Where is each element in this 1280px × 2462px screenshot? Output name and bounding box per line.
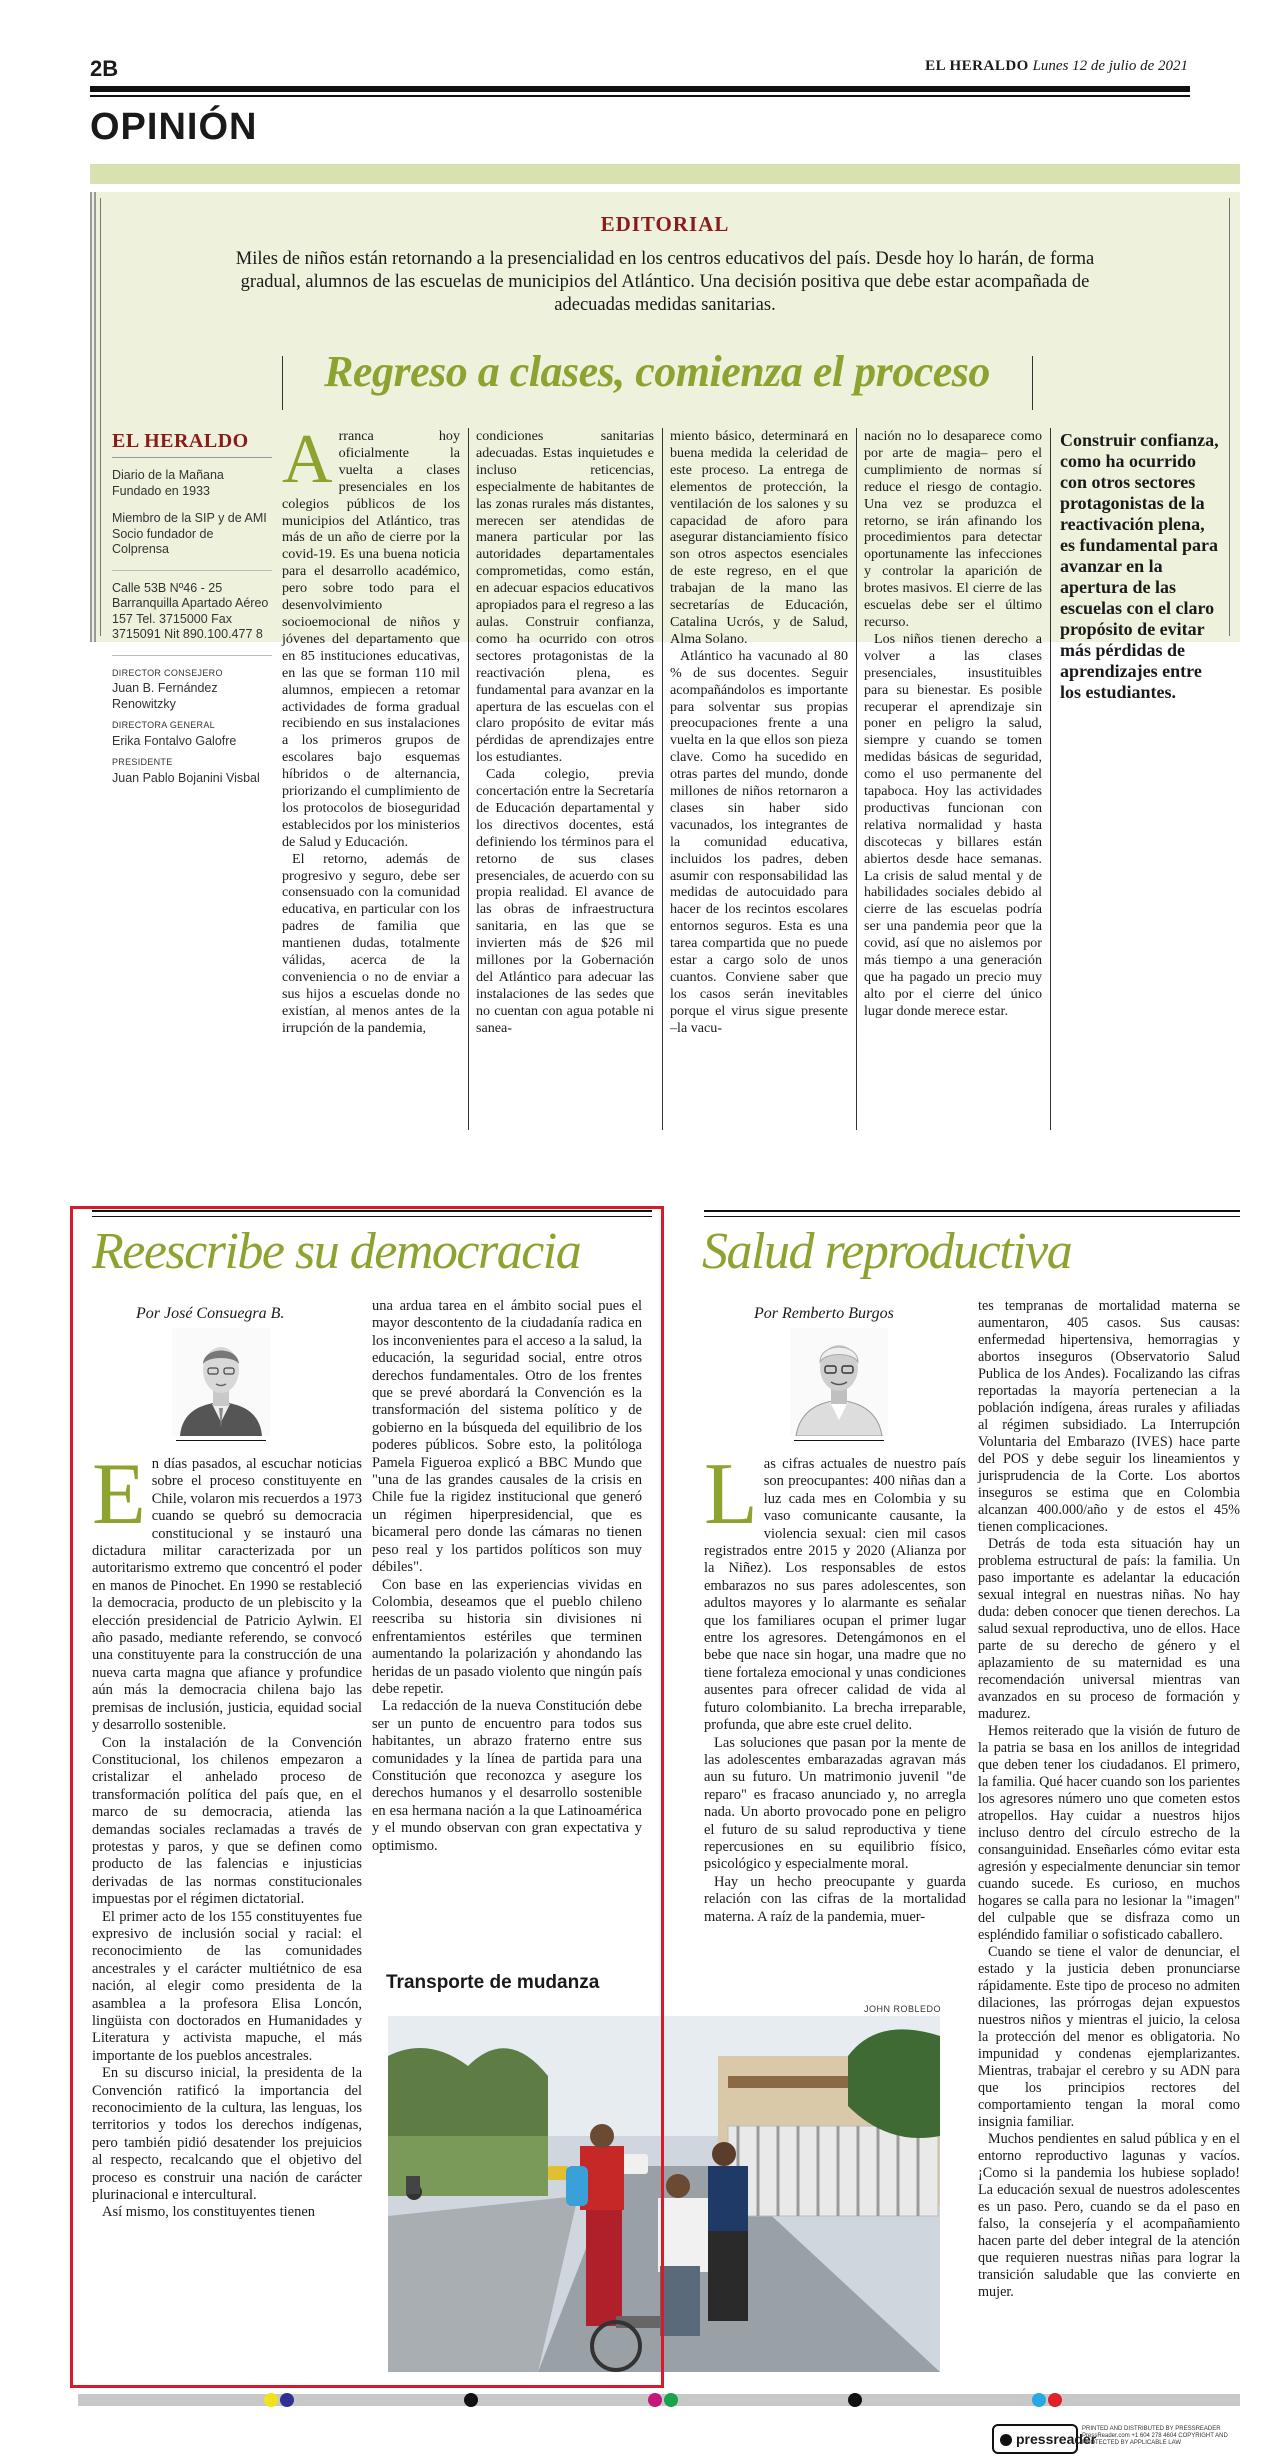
paragraph: as cifras actuales de nuestro país son preocupantes: 400 niñas dan a luz cada mes en Colombia y su vaso comunicante causante, la violencia sexual: cien mil casos registrados entre 2015 y 2020 (Alianza por la Niñez). Los responsables de estos embarazos no sus pares adolescentes, son adultos mayores y lo alarmante es señalar que los familiares ocupan el primer lugar entre los agresores. Detengámonos en el bebe que nace sin hogar, una madre que no tiene fortaleza emocional y unas condiciones ausentes para ofrecer calidad de vida al futuro colombianito. La brecha irreparable, profunda, que abre este cruel delito. bbox=[704, 1456, 966, 1734]
masthead-member: Miembro de la SIP y de AMI Socio fundador de Colprensa bbox=[112, 511, 267, 556]
editorial-deck: Miles de niños están retornando a la presencialidad en los centros educativos del país. Desde hoy lo harán, de forma gradual, alumnos de las escuelas de municipios del Atlántico. Una decisión positiva que debe estar acompañada de adecuadas medidas sanitarias. bbox=[235, 249, 1095, 315]
story-rule-thin bbox=[704, 1216, 1240, 1217]
registration-dot bbox=[280, 2393, 294, 2407]
left-story-headline: Reescribe su democracia bbox=[92, 1223, 581, 1280]
manager-label: DIRECTORA GENERAL bbox=[112, 720, 215, 730]
paragraph: Atlántico ha vacunado al 80 % de sus docentes. Seguir acompañándolos es importante para solventar sus propias preocupaciones frente a una vuelta en la que ellos son pieza clave. Como ha sucedido en otras partes del mundo, donde millones de niños retornaron a clases sin haber sido vacunados, los integrantes de la comunidad educativa, incluidos los padres, deben asumir con responsabilidad las medidas de autocuidado para hacer de los recintos escolares entornos seguros. Esta es una tarea compartida que no puede estar a cargo solo de unos cuantos. Conviene saber que los casos serán inevitables porque el virus sigue presente –la vacu- bbox=[670, 647, 848, 1036]
masthead-divider bbox=[112, 570, 272, 571]
column-rule bbox=[468, 428, 469, 1130]
dropcap: L bbox=[704, 1446, 758, 1543]
president-name: Juan Pablo Bojanini Visbal bbox=[112, 770, 260, 785]
registration-dot bbox=[264, 2393, 278, 2407]
page-number: 2B bbox=[90, 56, 119, 81]
paragraph: Hay un hecho preocupante y guarda relación con las cifras de la mortalidad materna. A raíz de la pandemia, muer- bbox=[704, 1873, 966, 1925]
paragraph: Detrás de toda esta situación hay un problema estructural de país: la familia. Un paso importante es adelantar la educación sexual integral en nuestras niñas. No hay duda: deben conocer que tienen derechos. La salud sexual reproductiva, uno de ellos. Hace parte de su derecho de género y el aplazamiento de su maternidad es una recomendación universal mientras van avanzados en su proceso de formación y madurez. bbox=[978, 1536, 1240, 1722]
paragraph: Con la instalación de la Convención Constitucional, los chilenos empezaron a cristalizar el anhelado proceso de transformación política del país que, en el marco de su democracia, atienda las demandas sociales reclamadas a través de protestas y paros, y que se definen como producto de las falencias e injusticias derivadas de las normas constitucionales impuestas por el régimen dictatorial. bbox=[92, 1734, 362, 1908]
registration-dot bbox=[648, 2393, 662, 2407]
registration-dot bbox=[848, 2393, 862, 2407]
pressreader-fine-print: PRINTED AND DISTRIBUTED BY PRESSREADER PressReader.com +1 604 278 4604 COPYRIGHT AND PROTECTED BY APPLICABLE LAW bbox=[1082, 2426, 1228, 2446]
issue-date: Lunes 12 de julio de 2021 bbox=[1032, 58, 1188, 74]
masthead bbox=[925, 58, 1188, 75]
paragraph: Cuando se tiene el valor de denunciar, el estado y la justicia deben pronunciarse rápidamente. Este tipo de proceso no admiten dilaciones, las prórrogas dejan expuestos nuestros niños y mientras el juicio, la celosa la protección del menor es obligatoria. No impunidad y condenas ejemplarizantes. Mientras, trabajar el cerebro y su ADN para que los principios rectores del comportamiento tengan la moral como insignia familiar. bbox=[978, 1944, 1240, 2130]
header-rule-thin bbox=[90, 95, 1190, 97]
registration-dot bbox=[664, 2393, 678, 2407]
registration-dot bbox=[464, 2393, 478, 2407]
story-rule bbox=[704, 1210, 1240, 1212]
headline-rule-left bbox=[282, 356, 283, 410]
director-name: Juan B. Fernández Renowitzky bbox=[112, 681, 218, 711]
paragraph: tes tempranas de mortalidad materna se aumentaron, 405 casos. Sus causas: enfermedad hipertensiva, hemorragias y abortos inseguros (Observatorio Salud Publica de los Andes). Focalizando las cifras reportadas la mayoría pertenecian a la población indígena, áreas rurales y afiliadas al régimen subsidiado. La Interrupción Voluntaria del Embarazo (IVES) hace parte del POS y debe seguir los lineamientos y jurisprudencia de la Corte. Los abortos inseguros se estima que en Colombia alcanzan 400.000/año y de estos el 45% tienen complicaciones. bbox=[978, 1298, 1240, 1535]
photo-credit: JOHN ROBLEDO bbox=[864, 2004, 942, 2014]
paragraph: El retorno, además de progresivo y seguro, debe ser consensuado con la comunidad educativa, en particular con los padres de familia que mantienen dudas, totalmente válidas, acerca de la conveniencia o no de enviar a sus hijos a escuelas donde no existían, al menos antes de la irrupción de la pandemia, bbox=[282, 850, 460, 1036]
highlight-frame bbox=[70, 1206, 664, 2388]
paragraph: Con base en las experiencias vividas en Colombia, deseamos que el pueblo chileno reescriba su historia sin divisiones ni enfrentamientos estériles que terminen aumentando la polarización y ahondando las heridas de un pasado violento que ningún país debe repetir. bbox=[372, 1576, 642, 1697]
pressreader-badge[interactable] bbox=[992, 2424, 1242, 2458]
editorial-headline: Regreso a clases, comienza el proceso bbox=[324, 347, 990, 396]
pressreader-logo[interactable] bbox=[992, 2424, 1097, 2454]
editorial-column-3 bbox=[670, 428, 848, 1037]
director-label: DIRECTOR CONSEJERO bbox=[112, 667, 223, 678]
paragraph: Cada colegio, previa concertación entre la Secretaría de Educación departamental y los directivos docentes, está definiendo los términos para el retorno de sus clases presenciales, de acuerdo con su propia realidad. El avance de las obras de infraestructura sanitaria, en las que se invierten más de $26 mil millones por la Gobernación del Atlántico para adecuar las instalaciones de las sedes que no cuentan con agua potable ni sanea- bbox=[476, 766, 654, 1036]
masthead-founded: Diario de la Mañana Fundado en 1933 bbox=[112, 468, 224, 498]
portrait-rule bbox=[794, 1440, 884, 1441]
paragraph: La redacción de la nueva Constitución debe ser un punto de encuentro para todos sus habitantes, un abrazo fraterno entre sus comunidades y la línea de partida para una Constitución que reconozca y asegure los derechos humanos y el desarrollo sostenible en esa hermana nación a la que Latinoamérica y el mundo observan con gran expectativa y optimismo. bbox=[372, 1698, 642, 1854]
manager-name: Erika Fontalvo Galofre bbox=[112, 733, 237, 748]
header-rule bbox=[90, 86, 1190, 92]
column-rule bbox=[856, 428, 857, 1130]
editorial-column-2 bbox=[476, 428, 654, 1037]
headline-rule-right bbox=[1032, 356, 1033, 410]
editorial-kicker: EDITORIAL bbox=[600, 212, 730, 236]
paragraph: una ardua tarea en el ámbito social pues el mayor descontento de la ciudadanía radica en los inconvenientes para el acceso a la salud, la educación, la seguridad social, entre otros derechos fundamentales. Otro de los frentes que se prevé abordará la Convención es la transformación del sistema político y de gobierno en la búsqueda del equilibrio de los poderes públicos. Sobre esto, la politóloga Pamela Figueroa explicó a BBC Mundo que "una de las grandes causales de la crisis en Chile fue la rigidez institucional que generó un régimen hiperpresidencial, que es bicameral pero donde las cámaras no tienen peso real y los partidos políticos son muy débiles". bbox=[372, 1298, 642, 1576]
masthead-divider bbox=[112, 655, 272, 656]
column-rule bbox=[662, 428, 663, 1130]
right-story-column-2 bbox=[978, 1298, 1240, 2301]
paragraph: En su discurso inicial, la presidenta de la Convención ratificó la importancia del reconocimiento de la cultura, las lenguas, los territorios y todos los derechos indígenas, pero también pidió desatender los prejuicios al respecto, recalcando que el objetivo del proceso es construir una nación de carácter plurinacional e intercultural. bbox=[92, 2065, 362, 2204]
right-story-column-1 bbox=[704, 1446, 966, 1926]
section-title: OPINIÓN bbox=[90, 106, 258, 148]
paragraph: condiciones sanitarias adecuadas. Estas inquietudes e incluso reticencias, especialmente de habitantes de las zonas rurales más distantes, merecen ser atendidas de manera particular por las autoridades departamentales comprometidas, como están, en adecuar espacios educativos apropiados para el regreso a las aulas. Construir confianza, como ha ocurrido con otros sectores protagonistas de la reactivación plena, es fundamental para avanzar en la apertura de las escuelas con el claro propósito de evitar más pérdidas de aprendizajes entre los estudiantes. bbox=[476, 428, 654, 766]
right-story-headline: Salud reproductiva bbox=[702, 1223, 1072, 1280]
pull-quote: Construir confianza, como ha ocurrido con otros sectores protagonistas de la reactivación plena, es fundamental para avanzar en la apertura de las escuelas con el claro propósito de evitar más pérdidas de aprendizajes entre los estudiantes. bbox=[1060, 430, 1219, 702]
paragraph: Muchos pendientes en salud pública y en el entorno reproductivo lagunas y vacíos. ¡Como si la pandemia los hubiese soplado! La educación sexual de nuestros adolescentes es un paso. Pero, cuando se da el paso en falso, la consejería y el acompañamiento hacen parte del deber integral de la atención que requieren nuestras niñas para lograr la transición saludable que las convierte en mujer. bbox=[978, 2131, 1240, 2300]
pressreader-label: pressreader bbox=[1016, 2431, 1097, 2447]
registration-dot bbox=[1032, 2393, 1046, 2407]
paragraph: Hemos reiterado que la visión de futuro de la patria se basa en los anillos de integridad que deben tener los ciudadanos. El primero, la familia. Qué hacer cuando son los parientes los agresores número uno que cometen estos atropellos. Hay cuidar a nuestros hijos incluso dentro del círculo estrecho de la consanguinidad. Enseñarles cómo evitar esta agresión y especialmente denunciar sin temor cuando sucede. Es curioso, en muchos hogares se calla para no lesionar la "imagen" del culpable que se disfraza como un espléndido familiar o sofisticado caballero. bbox=[978, 1723, 1240, 1943]
left-byline: Por José Consuegra B. bbox=[136, 1305, 285, 1322]
registration-dot bbox=[1048, 2393, 1062, 2407]
masthead-address: Calle 53B Nº46 - 25 Barranquilla Apartado Aéreo 157 Tel. 3715000 Fax 3715091 Nit 890.100.477 8 bbox=[112, 580, 269, 641]
author-portrait bbox=[790, 1328, 888, 1436]
paper-name: EL HERALDO bbox=[925, 58, 1029, 74]
paragraph: Las soluciones que pasan por la mente de las adolescentes embarazadas agravan más aun su futuro. Un matrimonio juvenil "de reparo" es fracaso anunciado y, no arregla nada. Un aborto provocado pone en peligro el futuro de su salud reproductiva y tiene repercusiones en su equilibrio físico, psicológico y especialmente moral. bbox=[704, 1734, 966, 1873]
paragraph: El primer acto de los 155 constituyentes fue expresivo de inclusión social y racial: el reconocimiento de las comunidades ancestrales y el carácter multiétnico de esa nación, al elegir como presidenta de la asamblea a la profesora Elisa Loncón, lingüista con doctorados en Humanidades y Literatura y activista mapuche, el más importante de los pueblos ancestrales. bbox=[92, 1908, 362, 2064]
paragraph: rranca hoy oficialmente la vuelta a clases presenciales en los colegios públicos de los municipios del Atlántico, tras más de un año de cierre por la covid-19. Es una buena noticia para el desarrollo académico, pero sobre todo para el desenvolvimiento socioemocional de niños y jóvenes del departamento que en 85 instituciones educativas, en las que se forman 110 mil alumnos, empiecen a retomar actividades de forma gradual recibiendo en sus instalaciones a los primeros grupos de escolares bajo esquemas híbridos o de alternancia, priorizando el cumplimiento de los protocolos de bioseguridad establecidos por los ministerios de Salud y Educación. bbox=[282, 428, 460, 850]
section-band bbox=[90, 164, 1240, 184]
dropcap: A bbox=[282, 421, 333, 498]
masthead-brand: EL HERALDO bbox=[112, 430, 272, 458]
pressreader-icon bbox=[1000, 2434, 1012, 2446]
paragraph: nación no lo desaparece como por arte de magia– pero el cumplimiento de normas sí reduce el riesgo de contagio. Una vez se produzca el retorno, se irán afinando los procedimientos para detectar oportunamente las infecciones y controlar la aparición de brotes masivos. El cierre de las escuelas debe ser el último recurso. bbox=[864, 428, 1042, 630]
masthead-box bbox=[112, 430, 272, 786]
paragraph: n días pasados, al escuchar noticias sobre el proceso constituyente en Chile, volaron mis recuerdos a 1973 cuando se quebró su democracia constitucional y se instauró una dictadura militar caracterizada por un autoritarismo extremo que concentró el poder en manos de Pinochet. En 1990 se restableció la democracia, producto de un plebiscito y la elección presidencial de Patricio Aylwin. El año pasado, mediante referendo, se convocó una constituyente para la construcción de una nueva carta magna que afiance y profundice aún más la democracia chilena bajo las premisas de inclusión, justicia, equidad social y desarrollo sostenible. bbox=[92, 1456, 362, 1734]
editorial-column-4 bbox=[864, 428, 1042, 1020]
dropcap: E bbox=[92, 1446, 146, 1543]
column-rule bbox=[1050, 428, 1051, 1130]
president-label: PRESIDENTE bbox=[112, 757, 173, 767]
paragraph: Los niños tienen derecho a volver a las clases presenciales, insustituibles para su bienestar. Es posible recuperar el aprendizaje sin poner en peligro la salud, siempre y cuando se tomen medidas básicas de seguridad, como el uso permanente del tapaboca. Hoy las actividades productivas funcionan con relativa normalidad y hasta discotecas y billares están abiertos desde hace semanas. La crisis de salud mental y de habilidades sociales debido al cierre de las escuelas podría ser una pandemia peor que la covid, así que no aislemos por más tiempo a una generación que ha pagado un precio muy alto por el cierre del único lugar donde merece estar. bbox=[864, 630, 1042, 1019]
right-byline: Por Remberto Burgos bbox=[754, 1305, 894, 1322]
paragraph: miento básico, determinará en buena medida la celeridad de este proceso. La entrega de elementos de protección, la ventilación de los salones y su capacidad de aforo para asegurar distanciamiento físico son otros aspectos esenciales de este regreso, en el que trabajan de la mano las secretarías de Educación, Catalina Ucrós, y de Salud, Alma Solano. bbox=[670, 428, 848, 647]
editorial-column-1 bbox=[282, 421, 460, 1037]
photo-title: Transporte de mudanza bbox=[386, 1972, 600, 1993]
paragraph: Así mismo, los constituyentes tienen bbox=[102, 2204, 316, 2221]
